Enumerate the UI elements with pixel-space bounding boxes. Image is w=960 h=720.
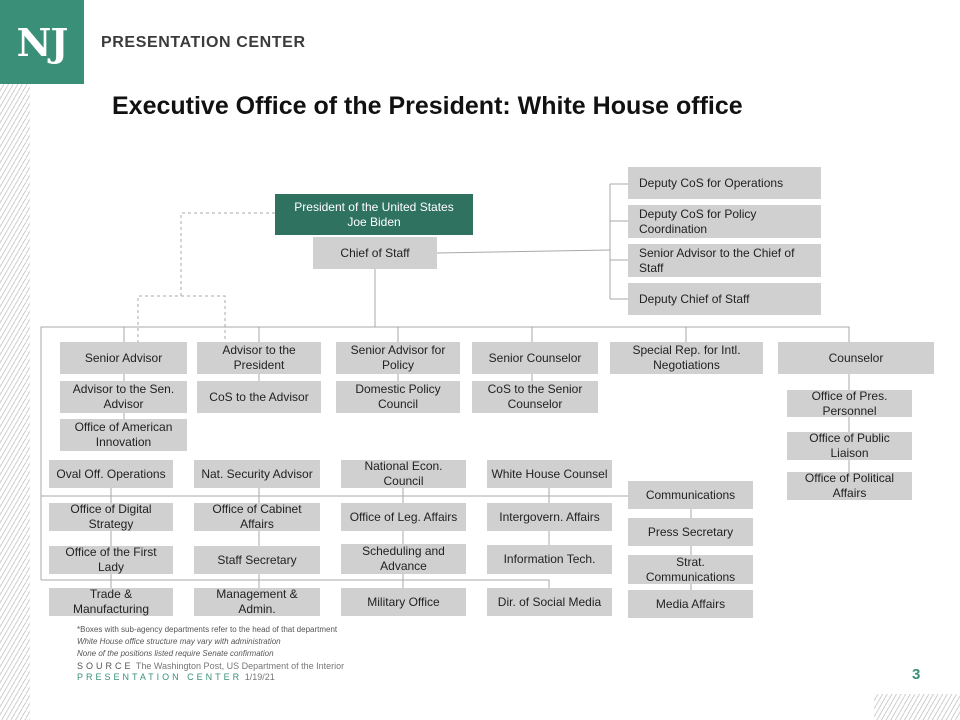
counselor-sub-box: Office of Public Liaison [787,432,912,460]
grid-box: Office of Digital Strategy [49,503,173,531]
president-name: Joe Biden [347,214,401,229]
grid-box: Strat. Communications [628,555,753,584]
grid-box: Trade & Manufacturing [49,588,173,616]
president-title: President of the United States [294,199,454,214]
grid-box: Office of Leg. Affairs [341,503,466,531]
row1-box: Advisor to the President [197,342,321,374]
grid-box: Office of Cabinet Affairs [194,503,320,531]
counselor-sub-box: Office of Pres. Personnel [787,390,912,417]
row1-box: Senior Counselor [472,342,598,374]
source-text: The Washington Post, US Department of the Interior [135,661,345,671]
grid-box: Scheduling and Advance [341,544,466,574]
row2-box: CoS to the Advisor [197,381,321,413]
grid-box: Information Tech. [487,545,612,574]
grid-box: White House Counsel [487,460,612,488]
grid-box: Staff Secretary [194,546,320,574]
american-innovation-box: Office of American Innovation [60,419,187,451]
grid-box: Dir. of Social Media [487,588,612,616]
grid-box: Oval Off. Operations [49,460,173,488]
chief-of-staff-box: Chief of Staff [313,237,437,269]
page-title: Executive Office of the President: White House office [112,92,743,120]
grid-box: Press Secretary [628,518,753,546]
footnotes [77,624,337,660]
grid-box: National Econ. Council [341,460,466,488]
deputy-box: Deputy CoS for Policy Coordination [628,205,821,238]
footnote: White House office structure may vary with administration [77,637,281,646]
footer-brand: PRESENTATION CENTER [77,672,243,682]
deputy-box: Deputy Chief of Staff [628,283,821,315]
row1-box: Senior Advisor for Policy [336,342,460,374]
source-label: SOURCE [77,661,134,671]
grid-box: Nat. Security Advisor [194,460,320,488]
grid-box: Intergovern. Affairs [487,503,612,531]
footer-date: 1/19/21 [244,672,275,682]
grid-box: Military Office [341,588,466,616]
row2-box: Advisor to the Sen. Advisor [60,381,187,413]
row2-box: Domestic Policy Council [336,381,460,413]
grid-box: Communications [628,481,753,509]
grid-box: Media Affairs [628,590,753,618]
grid-box: Management & Admin. [194,588,320,616]
brand-name: PRESENTATION CENTER [101,34,306,51]
source-block [77,661,344,683]
counselor-sub-box: Office of Political Affairs [787,472,912,500]
page-number: 3 [912,666,921,683]
president-box [275,194,473,235]
deputy-box: Senior Advisor to the Chief of Staff [628,244,821,277]
deputy-box: Deputy CoS for Operations [628,167,821,199]
footnote: None of the positions listed require Senate confirmation [77,649,274,658]
footnote: *Boxes with sub-agency departments refer to the head of that department [77,625,338,634]
row1-box: Senior Advisor [60,342,187,374]
row1-box: Counselor [778,342,934,374]
row1-box: Special Rep. for Intl. Negotiations [610,342,763,374]
row2-box: CoS to the Senior Counselor [472,381,598,413]
nj-logo: NJ [0,0,84,84]
grid-box: Office of the First Lady [49,546,173,574]
